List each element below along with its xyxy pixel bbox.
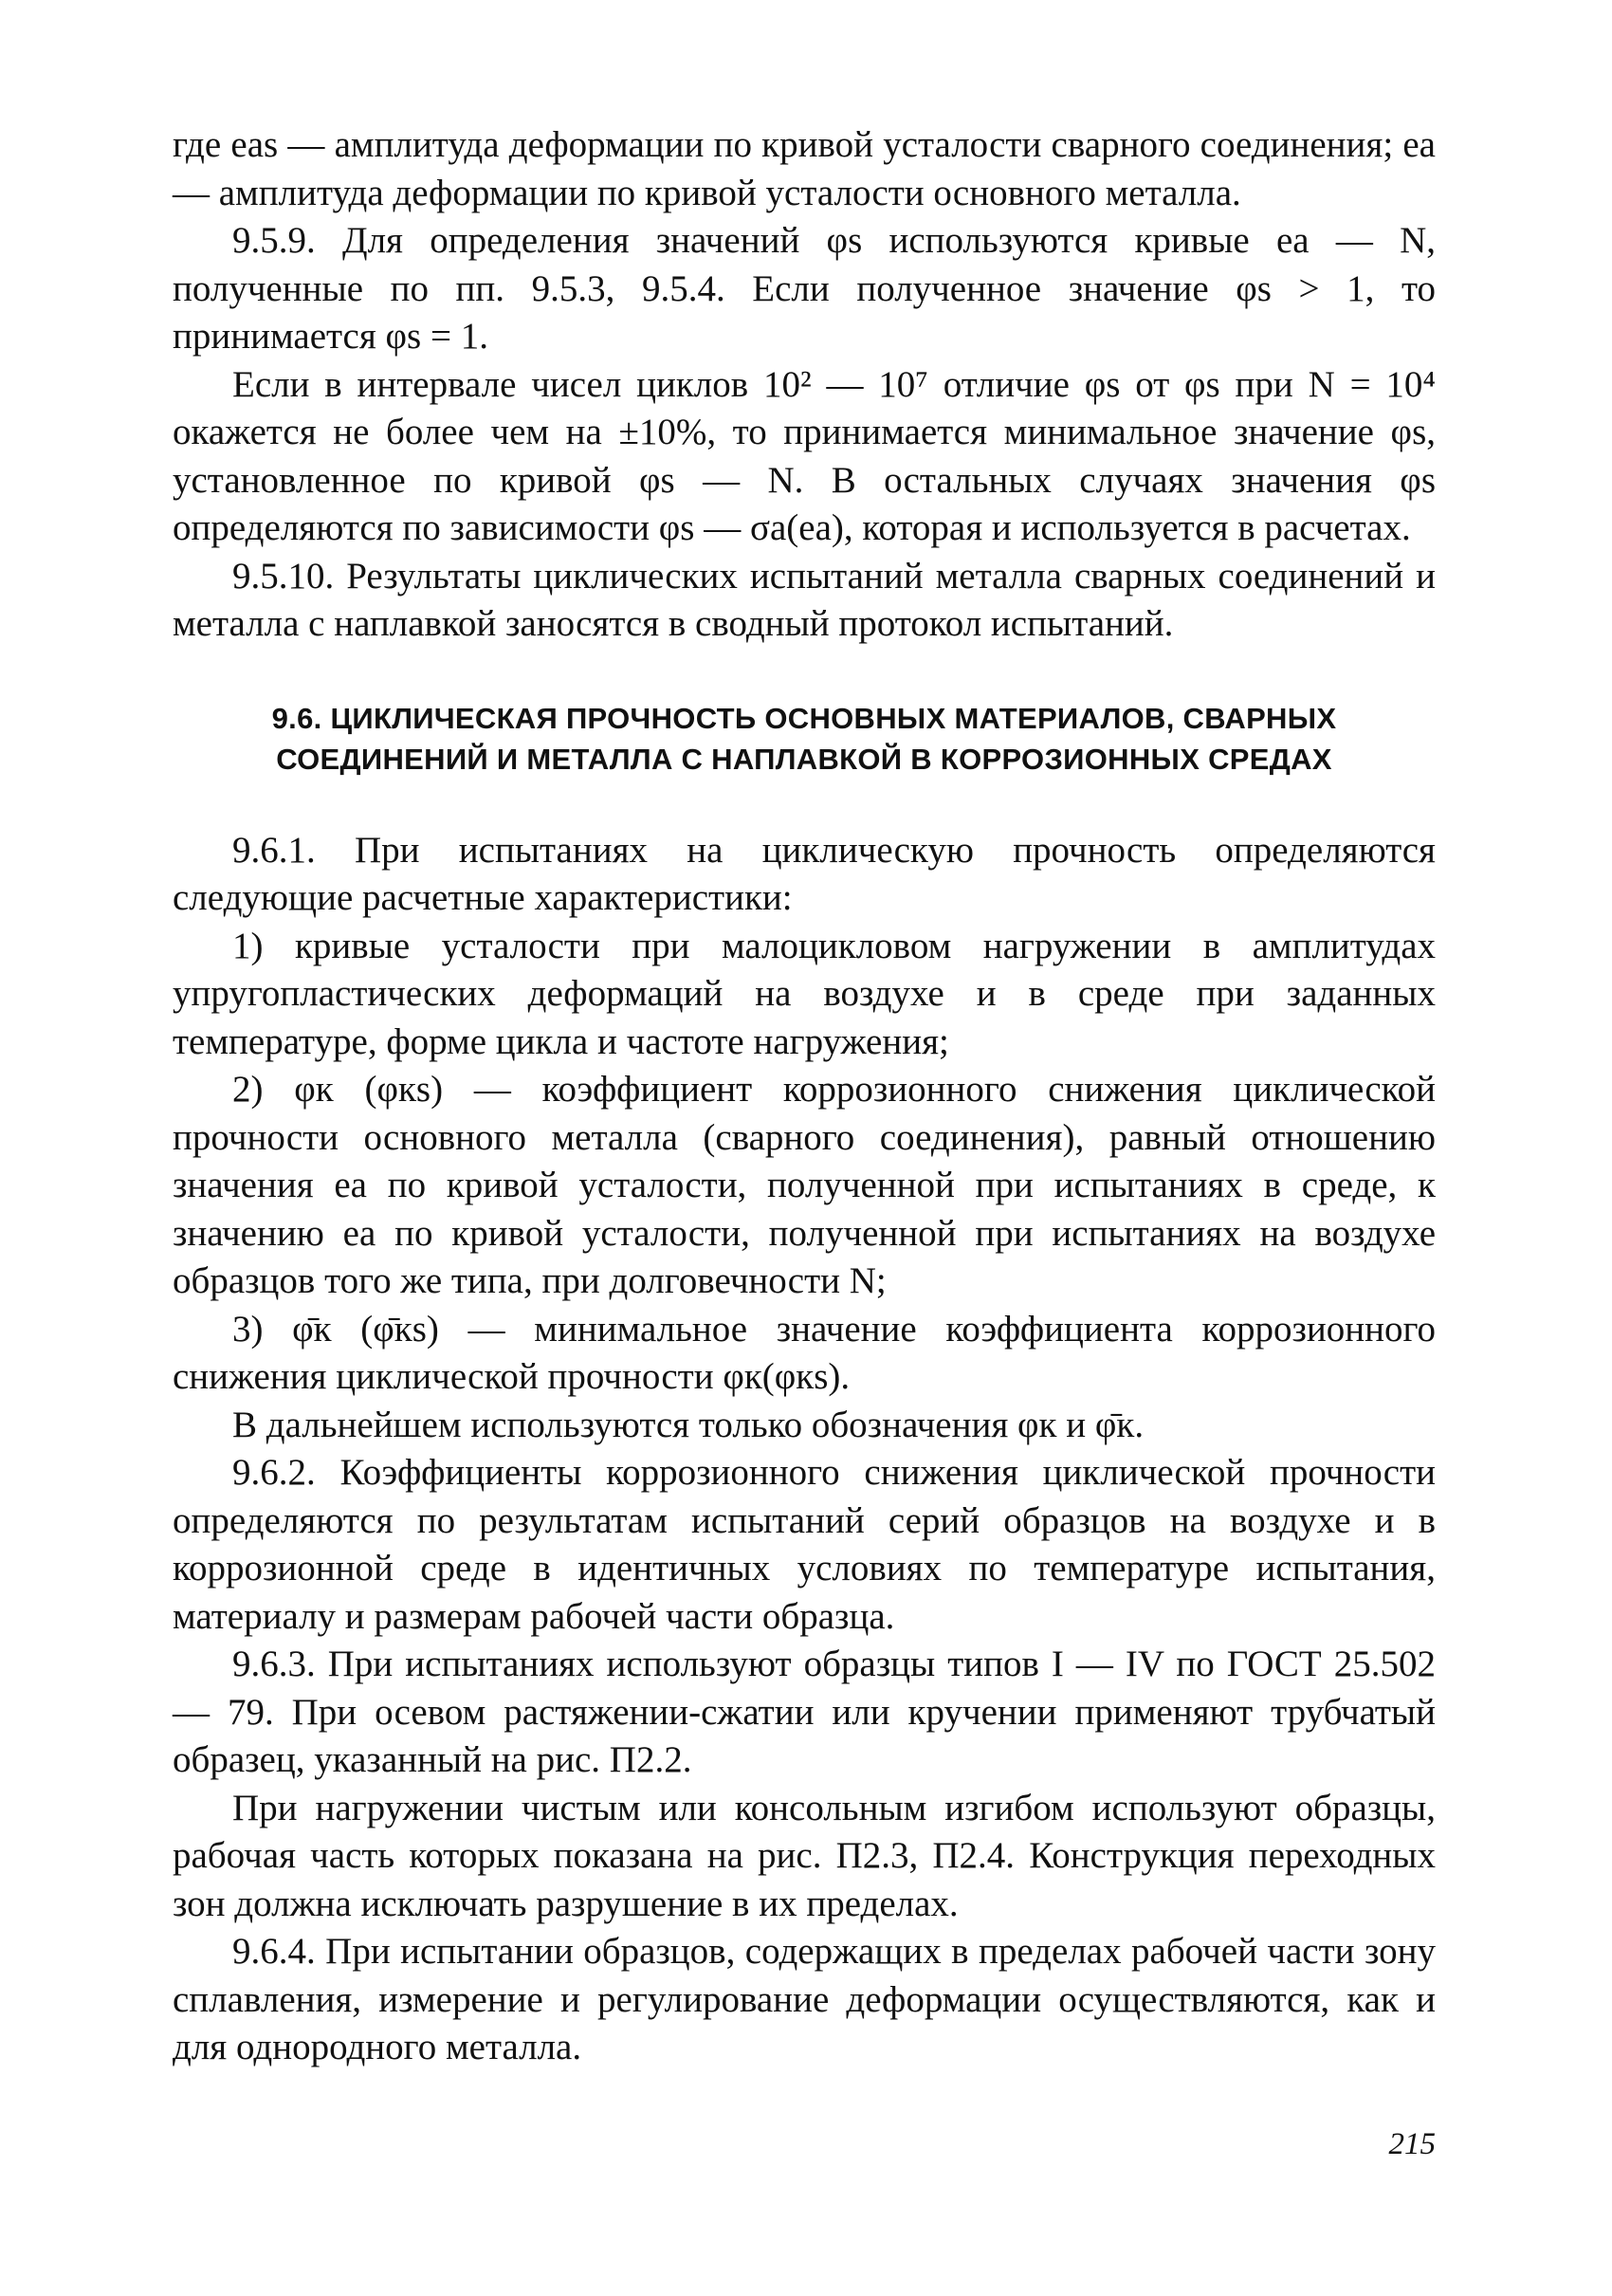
section-heading-line-2: СОЕДИНЕНИЙ И МЕТАЛЛА С НАПЛАВКОЙ В КОРРОЗИОННЫХ СРЕДАХ bbox=[276, 742, 1332, 776]
list-item-1: 1) кривые усталости при малоцикловом нагружении в амплитудах упругопластических деформаций на воздухе и в среде при заданных температуре, форме цикла и частоте нагружения; bbox=[173, 925, 1436, 1062]
paragraph-9-5-9: 9.5.9. Для определения значений φs используются кривые ea — N, полученные по пп. 9.5.3, 9.5.4. Если полученное значение φs > 1, то принимается φs = 1. bbox=[173, 220, 1436, 357]
paragraph-9-6-3: 9.6.3. При испытаниях используют образцы типов I — IV по ГОСТ 25.502 — 79. При осевом растяжении-сжатии или кручении применяют трубчатый образец, указанный на рис. П2.2. bbox=[173, 1644, 1436, 1780]
page-number: 215 bbox=[1388, 2127, 1436, 2161]
text-column bbox=[173, 121, 1436, 2072]
paragraph-bending: При нагружении чистым или консольным изгибом используют образцы, рабочая часть которых показана на рис. П2.3, П2.4. Конструкция переходных зон должна исключать разрушение в их пределах. bbox=[173, 1787, 1436, 1924]
paragraph-9-6-1: 9.6.1. При испытаниях на циклическую прочность определяются следующие расчетные характеристики: bbox=[173, 829, 1436, 918]
list-item-3: 3) φ̄к (φ̄кs) — минимальное значение коэффициента коррозионного снижения циклической прочности φк(φкs). bbox=[173, 1308, 1436, 1397]
paragraph-cycle-interval: Если в интервале чисел циклов 10² — 10⁷ отличие φs от φs при N = 10⁴ окажется не более чем на ±10%, то принимается минимальное значение φs, установленное по кривой φs — N. В остальных случаях значения φs определяются по зависимости φs — σa(ea), которая и используется в расчетах. bbox=[173, 363, 1436, 548]
paragraph-9-6-2: 9.6.2. Коэффициенты коррозионного снижения циклической прочности определяются по результатам испытаний серий образцов на воздухе и в коррозионной среде в идентичных условиях по температуре испытания, материалу и размерам рабочей части образца. bbox=[173, 1452, 1436, 1637]
section-heading-line-1: 9.6. ЦИКЛИЧЕСКАЯ ПРОЧНОСТЬ ОСНОВНЫХ МАТЕРИАЛОВ, СВАРНЫХ bbox=[271, 701, 1337, 735]
paragraph-9-5-10: 9.5.10. Результаты циклических испытаний металла сварных соединений и металла с наплавкой заносятся в сводный протокол испытаний. bbox=[173, 555, 1436, 644]
paragraph-9-6-4: 9.6.4. При испытании образцов, содержащих в пределах рабочей части зону сплавления, измерение и регулирование деформации осуществляются, как и для однородного металла. bbox=[173, 1931, 1436, 2067]
list-item-2: 2) φк (φкs) — коэффициент коррозионного снижения циклической прочности основного металла (сварного соединения), равный отношению значения ea по кривой усталости, полученной при испытаниях в среде, к значению ea по кривой усталости, полученной при испытаниях на воздухе образцов того же типа, при долговечности N; bbox=[173, 1069, 1436, 1301]
paragraph-notation: В дальнейшем используются только обозначения φк и φ̄к. bbox=[232, 1404, 1145, 1445]
paragraph-definitions: где eas — амплитуда деформации по кривой усталости сварного соединения; ea — амплитуда деформации по кривой усталости основного металла. bbox=[173, 124, 1436, 213]
section-heading-9-6 bbox=[173, 698, 1436, 780]
